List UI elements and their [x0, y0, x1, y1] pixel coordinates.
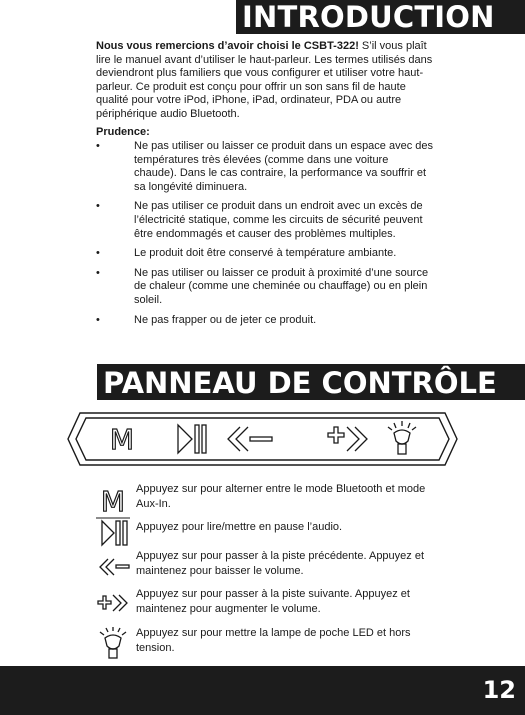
flashlight-icon [388, 421, 416, 454]
prudence-title: Prudence: [96, 126, 150, 138]
bullet-symbol: • [96, 200, 100, 213]
prudence-list [96, 140, 434, 333]
prudence-item [96, 267, 434, 308]
legend-text: Appuyez sur pour alterner entre le mode Bluetooth et mode Aux-In. [136, 483, 426, 510]
footer-bar [0, 666, 525, 715]
prudence-item-text: Ne pas utiliser ce produit dans un endroit avec un excès de l’électricité statique, comme les circuits de sécurité peuvent être endommagés et causer des problèmes multiples. [134, 200, 423, 240]
mode-icon [110, 423, 134, 456]
previous-volume-down-icon [228, 427, 272, 451]
svg-text:M: M [109, 423, 135, 456]
flashlight-icon [96, 626, 130, 660]
svg-text:M: M [100, 485, 126, 516]
next-volume-up-icon [328, 427, 367, 451]
prudence-item [96, 200, 434, 241]
next-volume-up-icon [96, 587, 130, 621]
mode-icon [96, 482, 130, 516]
previous-volume-down-icon [96, 549, 130, 583]
prudence-item-text: Ne pas utiliser ou laisser ce produit à proximité d’une source de chaleur (comme une cheminée ou chauffage) ou en plein soleil. [134, 266, 429, 306]
control-panel-illustration [66, 411, 459, 467]
introduction-heading: INTRODUCTION [236, 0, 525, 34]
bullet-symbol: • [96, 140, 100, 152]
prudence-item-text: Le produit doit être conservé à température ambiante. [134, 247, 397, 260]
page-number: 12 [482, 676, 516, 704]
prudence-item-text: Ne pas frapper ou de jeter ce produit. [134, 313, 317, 326]
prudence-item [96, 140, 434, 194]
intro-paragraph [96, 40, 434, 122]
play-pause-icon [178, 425, 206, 453]
bullet-symbol: • [96, 247, 100, 260]
bullet-symbol: • [96, 313, 100, 326]
legend-text: Appuyez sur pour mettre la lampe de poche LED et hors tension. [136, 627, 411, 654]
prudence-item-text: Ne pas utiliser ou laisser ce produit dans un espace avec des températures très élevées (comme dans une voiture chaude). Dans le cas contraire, la performance va souffrir et sa longévité diminuera. [134, 140, 434, 193]
prudence-item [96, 247, 434, 261]
legend-text: Appuyez pour lire/mettre en pause l’audio. [136, 521, 343, 533]
legend-text: Appuyez sur pour passer à la piste précédente. Appuyez et maintenez pour baisser le volume. [136, 550, 425, 577]
legend-text: Appuyez sur pour passer à la piste suivante. Appuyez et maintenez pour augmenter le volume. [136, 588, 410, 615]
play-pause-icon [96, 517, 130, 551]
control-panel-heading: PANNEAU DE CONTRÔLE [97, 364, 525, 400]
intro-lead-text: S’il vous plaît lire le manuel avant d’utiliser le haut-parleur. Les termes utilisés dans deviendront plus familiers que vous configurer et utiliser votre haut-parleur. Ce produit est conçu pour offrir un son sans fil de haute qualité pour votre iPod, iPhone, iPad, ordinateur, PDA ou autre périphérique audio Bluetooth. [96, 40, 433, 120]
intro-lead-bold: Nous vous remercions d’avoir choisi le CSBT-322! [96, 40, 359, 52]
bullet-symbol: • [96, 266, 100, 279]
prudence-item [96, 314, 434, 328]
